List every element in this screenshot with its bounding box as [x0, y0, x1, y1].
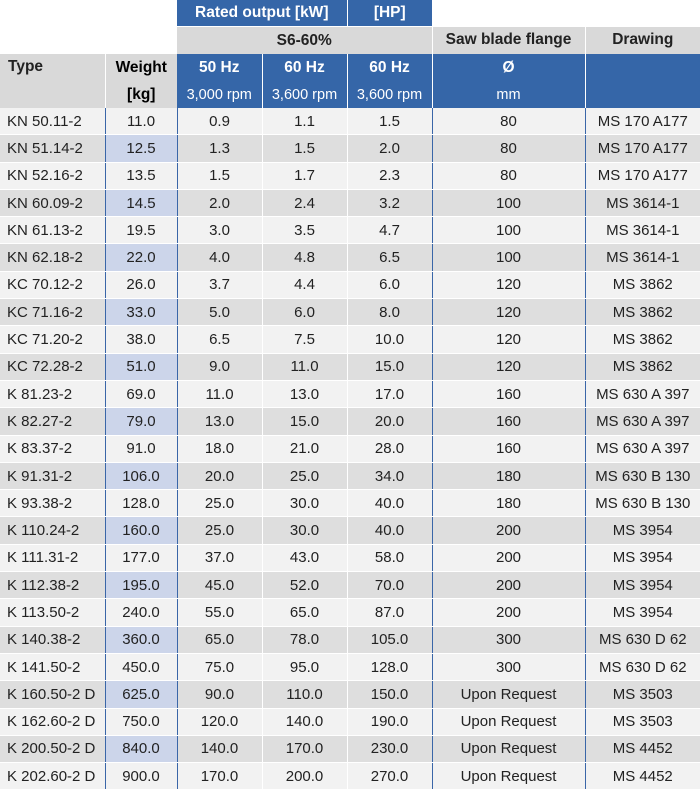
drawing-cell: MS 630 A 397	[585, 435, 700, 462]
diameter-header: Ø	[432, 54, 585, 82]
drawing-cell: MS 630 B 130	[585, 462, 700, 489]
type-header: Type	[0, 54, 105, 108]
type-cell: KC 72.28-2	[0, 353, 105, 380]
weight-cell: 360.0	[105, 626, 177, 653]
flange-cell: 100	[432, 244, 585, 271]
kw-60hz-cell: 110.0	[262, 681, 347, 708]
type-cell: K 81.23-2	[0, 380, 105, 407]
flange-cell: 120	[432, 271, 585, 298]
drawing-cell: MS 170 A177	[585, 108, 700, 135]
drawing-cell: MS 3503	[585, 708, 700, 735]
hp-60hz-cell: 28.0	[347, 435, 432, 462]
kw-50hz-cell: 90.0	[177, 681, 262, 708]
kw-50hz-cell: 75.0	[177, 653, 262, 680]
mm-unit-header: mm	[432, 82, 585, 109]
weight-cell: 33.0	[105, 299, 177, 326]
weight-cell: 69.0	[105, 380, 177, 407]
drawing-cell: MS 170 A177	[585, 135, 700, 162]
drawing-cell: MS 3614-1	[585, 189, 700, 216]
flange-cell: 160	[432, 408, 585, 435]
type-cell: K 160.50-2 D	[0, 681, 105, 708]
type-cell: KN 60.09-2	[0, 189, 105, 216]
hp-60hz-cell: 20.0	[347, 408, 432, 435]
table-row	[0, 135, 700, 162]
table-row	[0, 708, 700, 735]
kw-60hz-cell: 78.0	[262, 626, 347, 653]
kw-60hz-cell: 4.8	[262, 244, 347, 271]
kw-60hz-cell: 65.0	[262, 599, 347, 626]
flange-cell: 200	[432, 517, 585, 544]
kw-50hz-cell: 1.3	[177, 135, 262, 162]
hp-60hz-cell: 4.7	[347, 217, 432, 244]
rpm3600-kw-header: 3,600 rpm	[262, 82, 347, 109]
kw-50hz-cell: 1.5	[177, 162, 262, 189]
hp-60hz-cell: 128.0	[347, 653, 432, 680]
type-cell: K 200.50-2 D	[0, 735, 105, 762]
table-row	[0, 189, 700, 216]
kw-60hz-cell: 2.4	[262, 189, 347, 216]
kw-60hz-cell: 13.0	[262, 380, 347, 407]
kw-60hz-cell: 3.5	[262, 217, 347, 244]
kw-60hz-cell: 1.7	[262, 162, 347, 189]
drawing-cell: MS 4452	[585, 763, 700, 790]
table-row	[0, 299, 700, 326]
drawing-cell: MS 170 A177	[585, 162, 700, 189]
flange-cell: 180	[432, 462, 585, 489]
hz60-kw-header: 60 Hz	[262, 54, 347, 82]
hp-60hz-cell: 2.0	[347, 135, 432, 162]
kw-60hz-cell: 30.0	[262, 490, 347, 517]
table-row	[0, 599, 700, 626]
table-row	[0, 490, 700, 517]
table-row	[0, 353, 700, 380]
flange-cell: 160	[432, 380, 585, 407]
type-cell: K 83.37-2	[0, 435, 105, 462]
kw-50hz-cell: 55.0	[177, 599, 262, 626]
weight-cell: 240.0	[105, 599, 177, 626]
type-cell: K 111.31-2	[0, 544, 105, 571]
drawing-cell: MS 3862	[585, 271, 700, 298]
flange-cell: 200	[432, 544, 585, 571]
type-cell: KC 70.12-2	[0, 271, 105, 298]
type-cell: K 140.38-2	[0, 626, 105, 653]
kw-60hz-cell: 1.5	[262, 135, 347, 162]
weight-cell: 13.5	[105, 162, 177, 189]
kw-50hz-cell: 3.7	[177, 271, 262, 298]
kw-50hz-cell: 65.0	[177, 626, 262, 653]
drawing-cell: MS 3862	[585, 326, 700, 353]
kw-50hz-cell: 6.5	[177, 326, 262, 353]
weight-label: Weight	[115, 59, 167, 76]
drawing-cell: MS 3862	[585, 299, 700, 326]
hp-60hz-cell: 190.0	[347, 708, 432, 735]
kw-60hz-cell: 43.0	[262, 544, 347, 571]
flange-cell: 160	[432, 435, 585, 462]
kw-60hz-cell: 6.0	[262, 299, 347, 326]
hp-60hz-cell: 87.0	[347, 599, 432, 626]
drawing-cell: MS 3954	[585, 572, 700, 599]
weight-cell: 26.0	[105, 271, 177, 298]
kw-50hz-cell: 140.0	[177, 735, 262, 762]
hp-60hz-cell: 105.0	[347, 626, 432, 653]
table-row	[0, 244, 700, 271]
table-row	[0, 271, 700, 298]
duty-cycle-header: S6-60%	[177, 27, 432, 55]
weight-cell: 91.0	[105, 435, 177, 462]
drawing-cell: MS 630 D 62	[585, 626, 700, 653]
weight-cell: 750.0	[105, 708, 177, 735]
type-cell: K 91.31-2	[0, 462, 105, 489]
hp-60hz-cell: 6.5	[347, 244, 432, 271]
drawing-cell: MS 630 A 397	[585, 408, 700, 435]
kw-60hz-cell: 140.0	[262, 708, 347, 735]
hp-60hz-cell: 6.0	[347, 271, 432, 298]
flange-cell: 300	[432, 626, 585, 653]
flange-cell: Upon Request	[432, 735, 585, 762]
flange-cell: Upon Request	[432, 708, 585, 735]
kw-60hz-cell: 200.0	[262, 763, 347, 790]
kw-50hz-cell: 25.0	[177, 517, 262, 544]
flange-cell: 120	[432, 299, 585, 326]
weight-cell: 38.0	[105, 326, 177, 353]
flange-cell: 200	[432, 599, 585, 626]
kw-50hz-cell: 5.0	[177, 299, 262, 326]
drawing-cell: MS 3862	[585, 353, 700, 380]
kw-60hz-cell: 25.0	[262, 462, 347, 489]
drawing-cell: MS 3614-1	[585, 244, 700, 271]
kw-50hz-cell: 45.0	[177, 572, 262, 599]
kw-50hz-cell: 37.0	[177, 544, 262, 571]
hp-60hz-cell: 8.0	[347, 299, 432, 326]
flange-cell: 120	[432, 326, 585, 353]
hp-60hz-cell: 34.0	[347, 462, 432, 489]
hp-60hz-cell: 15.0	[347, 353, 432, 380]
weight-cell: 128.0	[105, 490, 177, 517]
weight-header	[105, 54, 177, 108]
kw-60hz-cell: 170.0	[262, 735, 347, 762]
type-cell: K 141.50-2	[0, 653, 105, 680]
table-row	[0, 108, 700, 135]
hz60-hp-header: 60 Hz	[347, 54, 432, 82]
drawing-header: Drawing	[585, 27, 700, 55]
flange-cell: 80	[432, 135, 585, 162]
kw-50hz-cell: 0.9	[177, 108, 262, 135]
table-row	[0, 326, 700, 353]
weight-cell: 625.0	[105, 681, 177, 708]
drawing-cell: MS 3954	[585, 599, 700, 626]
kw-50hz-cell: 2.0	[177, 189, 262, 216]
table-row	[0, 544, 700, 571]
rpm3000-header: 3,000 rpm	[177, 82, 262, 109]
flange-cell: 80	[432, 108, 585, 135]
flange-cell: 80	[432, 162, 585, 189]
rated-output-header: Rated output [kW]	[177, 0, 347, 27]
table-row	[0, 517, 700, 544]
weight-cell: 51.0	[105, 353, 177, 380]
type-cell: K 112.38-2	[0, 572, 105, 599]
flange-cell: 180	[432, 490, 585, 517]
kw-50hz-cell: 11.0	[177, 380, 262, 407]
hp-60hz-cell: 17.0	[347, 380, 432, 407]
table-row	[0, 435, 700, 462]
weight-cell: 12.5	[105, 135, 177, 162]
kw-50hz-cell: 25.0	[177, 490, 262, 517]
weight-cell: 160.0	[105, 517, 177, 544]
hp-60hz-cell: 270.0	[347, 763, 432, 790]
type-cell: KC 71.20-2	[0, 326, 105, 353]
weight-cell: 195.0	[105, 572, 177, 599]
flange-cell: 300	[432, 653, 585, 680]
hp-60hz-cell: 58.0	[347, 544, 432, 571]
drawing-cell: MS 3954	[585, 517, 700, 544]
weight-cell: 900.0	[105, 763, 177, 790]
rpm3600-hp-header: 3,600 rpm	[347, 82, 432, 109]
kw-50hz-cell: 18.0	[177, 435, 262, 462]
hp-60hz-cell: 3.2	[347, 189, 432, 216]
type-cell: KN 50.11-2	[0, 108, 105, 135]
table-row	[0, 408, 700, 435]
weight-cell: 177.0	[105, 544, 177, 571]
flange-cell: Upon Request	[432, 763, 585, 790]
table-body	[0, 108, 700, 790]
drawing-cell: MS 4452	[585, 735, 700, 762]
weight-cell: 840.0	[105, 735, 177, 762]
kw-60hz-cell: 30.0	[262, 517, 347, 544]
hp-60hz-cell: 70.0	[347, 572, 432, 599]
hp-header: [HP]	[347, 0, 432, 27]
drawing-cell: MS 3614-1	[585, 217, 700, 244]
kw-50hz-cell: 20.0	[177, 462, 262, 489]
table-row	[0, 626, 700, 653]
kw-50hz-cell: 13.0	[177, 408, 262, 435]
weight-cell: 22.0	[105, 244, 177, 271]
hp-60hz-cell: 40.0	[347, 490, 432, 517]
weight-cell: 450.0	[105, 653, 177, 680]
kw-50hz-cell: 3.0	[177, 217, 262, 244]
table-row	[0, 653, 700, 680]
hz50-header: 50 Hz	[177, 54, 262, 82]
table-row	[0, 380, 700, 407]
type-cell: KN 52.16-2	[0, 162, 105, 189]
weight-cell: 14.5	[105, 189, 177, 216]
weight-cell: 11.0	[105, 108, 177, 135]
type-cell: K 82.27-2	[0, 408, 105, 435]
drawing-cell: MS 630 B 130	[585, 490, 700, 517]
flange-cell: 200	[432, 572, 585, 599]
flange-cell: 120	[432, 353, 585, 380]
drawing-cell: MS 630 A 397	[585, 380, 700, 407]
kw-60hz-cell: 15.0	[262, 408, 347, 435]
saw-blade-flange-header: Saw blade flange	[432, 27, 585, 55]
flange-cell: 100	[432, 217, 585, 244]
kw-50hz-cell: 4.0	[177, 244, 262, 271]
type-cell: KN 62.18-2	[0, 244, 105, 271]
flange-cell: Upon Request	[432, 681, 585, 708]
weight-cell: 106.0	[105, 462, 177, 489]
drawing-cell: MS 3954	[585, 544, 700, 571]
kw-60hz-cell: 7.5	[262, 326, 347, 353]
weight-unit: [kg]	[127, 86, 156, 103]
hp-60hz-cell: 10.0	[347, 326, 432, 353]
table-row	[0, 572, 700, 599]
type-cell: K 202.60-2 D	[0, 763, 105, 790]
table-row	[0, 217, 700, 244]
table-row	[0, 462, 700, 489]
kw-60hz-cell: 11.0	[262, 353, 347, 380]
type-cell: K 93.38-2	[0, 490, 105, 517]
drawing-cell: MS 630 D 62	[585, 653, 700, 680]
hp-60hz-cell: 2.3	[347, 162, 432, 189]
weight-cell: 19.5	[105, 217, 177, 244]
type-cell: K 162.60-2 D	[0, 708, 105, 735]
type-cell: KN 61.13-2	[0, 217, 105, 244]
table-row	[0, 162, 700, 189]
type-cell: K 113.50-2	[0, 599, 105, 626]
hp-60hz-cell: 230.0	[347, 735, 432, 762]
weight-cell: 79.0	[105, 408, 177, 435]
table-row	[0, 763, 700, 790]
table-row	[0, 681, 700, 708]
type-cell: KC 71.16-2	[0, 299, 105, 326]
kw-60hz-cell: 4.4	[262, 271, 347, 298]
hp-60hz-cell: 1.5	[347, 108, 432, 135]
table-row	[0, 735, 700, 762]
type-cell: KN 51.14-2	[0, 135, 105, 162]
kw-60hz-cell: 95.0	[262, 653, 347, 680]
flange-cell: 100	[432, 189, 585, 216]
kw-50hz-cell: 120.0	[177, 708, 262, 735]
kw-60hz-cell: 52.0	[262, 572, 347, 599]
kw-60hz-cell: 1.1	[262, 108, 347, 135]
kw-50hz-cell: 9.0	[177, 353, 262, 380]
drawing-cell: MS 3503	[585, 681, 700, 708]
kw-60hz-cell: 21.0	[262, 435, 347, 462]
kw-50hz-cell: 170.0	[177, 763, 262, 790]
type-cell: K 110.24-2	[0, 517, 105, 544]
hp-60hz-cell: 150.0	[347, 681, 432, 708]
hp-60hz-cell: 40.0	[347, 517, 432, 544]
